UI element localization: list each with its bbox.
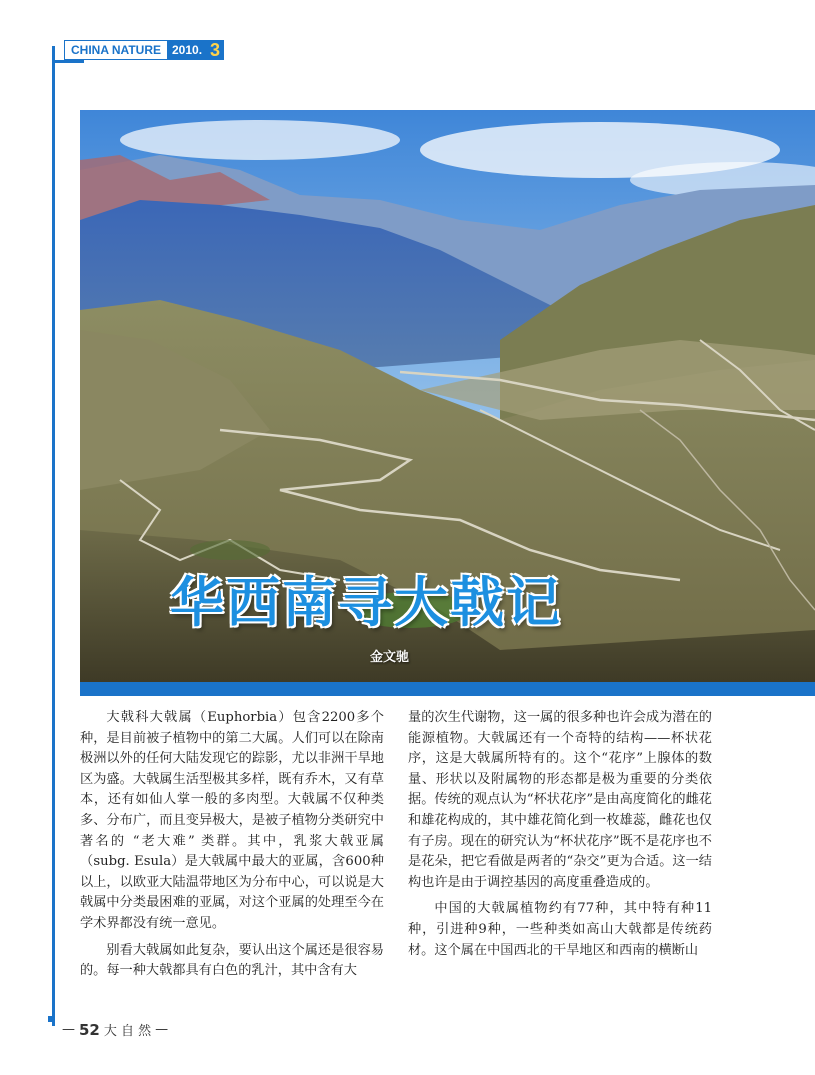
margin-rule-horizontal — [52, 60, 84, 63]
footer-marker — [48, 1016, 54, 1022]
page-footer — [62, 1020, 168, 1039]
paragraph: 中国的大戟属植物约有77种，其中特有种11种，引进种9种，一些种类如高山大戟都是传统药材。这个属在中国西北的干旱地区和西南的横断山 — [408, 901, 712, 958]
magazine-header — [64, 40, 224, 60]
footer-dash: — — [155, 1022, 169, 1037]
left-column — [80, 708, 384, 988]
paragraph: 大戟科大戟属（Euphorbia）包含2200多个种，是目前被子植物中的第二大属。人们可以在除南极洲以外的任何大陆发现它的踪影，尤以非洲干旱地区为盛。大戟属生活型极其多样，既有乔木，又有草本，还有如仙人掌一般的多肉型。大戟属不仅种类多、分布广，而且变异极大，是被子植物分类研究中著名的 “老大难” 类群。其中，乳浆大戟亚属（subg. Esula）是大戟属中最大的亚属，含600种以上，以欧亚大陆温带地区为分布中心，可以说是大戟属中分类最困难的亚属，对这个亚属的处理至今在学术界都没有统一意见。 — [80, 710, 384, 931]
hero-bottom-band — [80, 682, 815, 696]
issue-year: 2010. — [168, 40, 206, 60]
issue-number: 3 — [206, 40, 224, 60]
footer-dash: — — [62, 1022, 75, 1037]
article-author: 金文驰 — [370, 650, 410, 665]
right-column — [408, 708, 712, 967]
article-title: 华西南寻大戟记 — [170, 571, 562, 634]
page-number: 52 — [79, 1020, 100, 1039]
magazine-name: CHINA NATURE — [64, 40, 168, 60]
margin-rule-vertical — [52, 46, 55, 1026]
paragraph: 量的次生代谢物，这一属的很多种也许会成为潜在的能源植物。大戟属还有一个奇特的结构——杯状花序，这是大戟属所特有的。这个“花序”上腺体的数量、形状以及附属物的形态都是极为重要的分类依据。传统的观点认为“杯状花序”是由高度简化的雌花和雄花构成的，其中雄花简化到一枚雄蕊，雌花也仅有子房。现在的研究认为“杯状花序”既不是花序也不是花朵，把它看做是两者的“杂交”更为合适。这一结构也许是由于调控基因的高度重叠造成的。 — [408, 710, 712, 890]
paragraph: 别看大戟属如此复杂，要认出这个属还是很容易的。每一种大戟都具有白色的乳汁，其中含有大 — [80, 942, 384, 979]
footer-magazine-name: 大 自 然 — [103, 1024, 152, 1039]
